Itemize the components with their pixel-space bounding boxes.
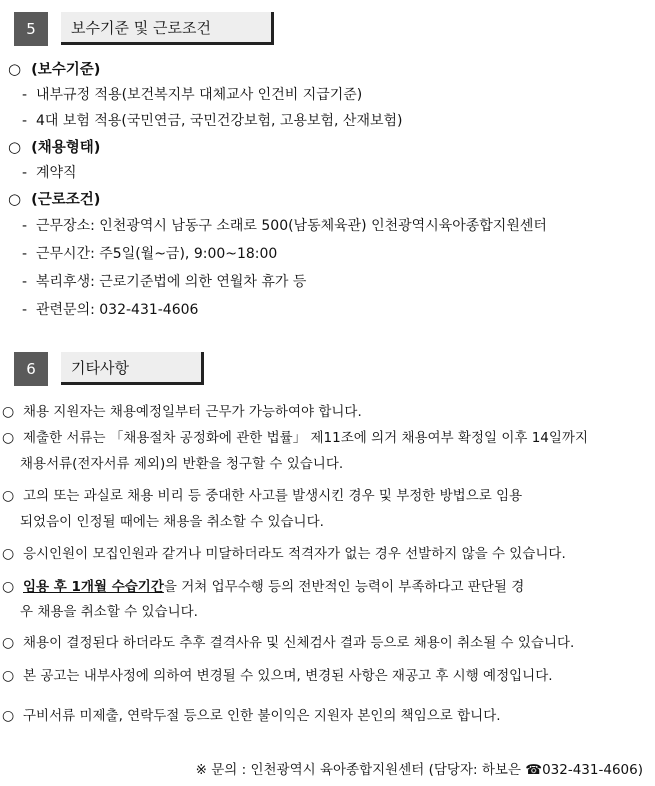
notice-item: ○ 응시인원이 모집인원과 같거나 미달하더라도 적격자가 없는 경우 선발하지 않을 수 있습니다. [2, 546, 566, 562]
section-5-header [14, 12, 274, 46]
notice-item: ○ 제출한 서류는 「채용절차 공정화에 관한 법률」 제11조에 의거 채용여부 확정일 이후 14일까지 [2, 430, 588, 446]
notice-item: ○ 채용 지원자는 채용예정일부터 근무가 가능하여야 합니다. [2, 404, 362, 420]
section-6-number: 6 [14, 352, 48, 386]
list-item: - 관련문의: 032-431-4606 [22, 302, 199, 318]
section-5-title: 보수기준 및 근로조건 [61, 12, 274, 45]
subheading-pay-standard: ○ (보수기준) [8, 60, 101, 78]
subheading-employment-type: ○ (채용형태) [8, 138, 101, 156]
phone-icon: ☎ [525, 762, 543, 778]
notice-item: ○ 구비서류 미제출, 연락두절 등으로 인한 불이익은 지원자 본인의 책임으로 합니다. [2, 708, 501, 724]
probation-emphasis: 임용 후 1개월 수습기간 [23, 579, 164, 595]
notice-item-continued: 우 채용을 취소할 수 있습니다. [20, 604, 198, 620]
notice-item: ○ 채용이 결정된다 하더라도 추후 결격사유 및 신체검사 결과 등으로 채용이 취소될 수 있습니다. [2, 635, 575, 651]
section-6-header [14, 352, 204, 386]
list-item: - 근무시간: 주5일(월~금), 9:00~18:00 [22, 246, 278, 262]
notice-item: ○ 본 공고는 내부사정에 의하여 변경될 수 있으며, 변경된 사항은 재공고 후 시행 예정입니다. [2, 668, 553, 684]
list-item: - 계약직 [22, 165, 77, 181]
section-5-number: 5 [14, 12, 48, 46]
section-6-title: 기타사항 [61, 352, 204, 385]
list-item: - 복리후생: 근로기준법에 의한 연월차 휴가 등 [22, 274, 307, 290]
contact-phone: 032-431-4606 [542, 762, 638, 778]
notice-item-continued: 채용서류(전자서류 제외)의 반환을 청구할 수 있습니다. [20, 456, 344, 472]
list-item: - 근무장소: 인천광역시 남동구 소래로 500(남동체육관) 인천광역시육아종합지원센터 [22, 218, 547, 234]
notice-item: ○ 임용 후 1개월 수습기간을 거쳐 업무수행 등의 전반적인 능력이 부족하다고 판단될 경 [2, 579, 525, 595]
subheading-working-conditions: ○ (근로조건) [8, 190, 101, 208]
contact-line: ※ 문의 : 인천광역시 육아종합지원센터 (담당자: 하보은 ☎032-431-4606) [195, 762, 643, 778]
contact-label: 문의 : 인천광역시 육아종합지원센터 (담당자: 하보은 [211, 762, 526, 778]
list-item: - 내부규정 적용(보건복지부 대체교사 인건비 지급기준) [22, 87, 363, 103]
notice-item: ○ 고의 또는 과실로 채용 비리 등 중대한 사고를 발생시킨 경우 및 부정한 방법으로 임용 [2, 488, 523, 504]
notice-item-continued: 되었음이 인정될 때에는 채용을 취소할 수 있습니다. [20, 514, 324, 530]
note-icon: ※ [195, 762, 207, 778]
list-item: - 4대 보험 적용(국민연금, 국민건강보험, 고용보험, 산재보험) [22, 113, 403, 129]
